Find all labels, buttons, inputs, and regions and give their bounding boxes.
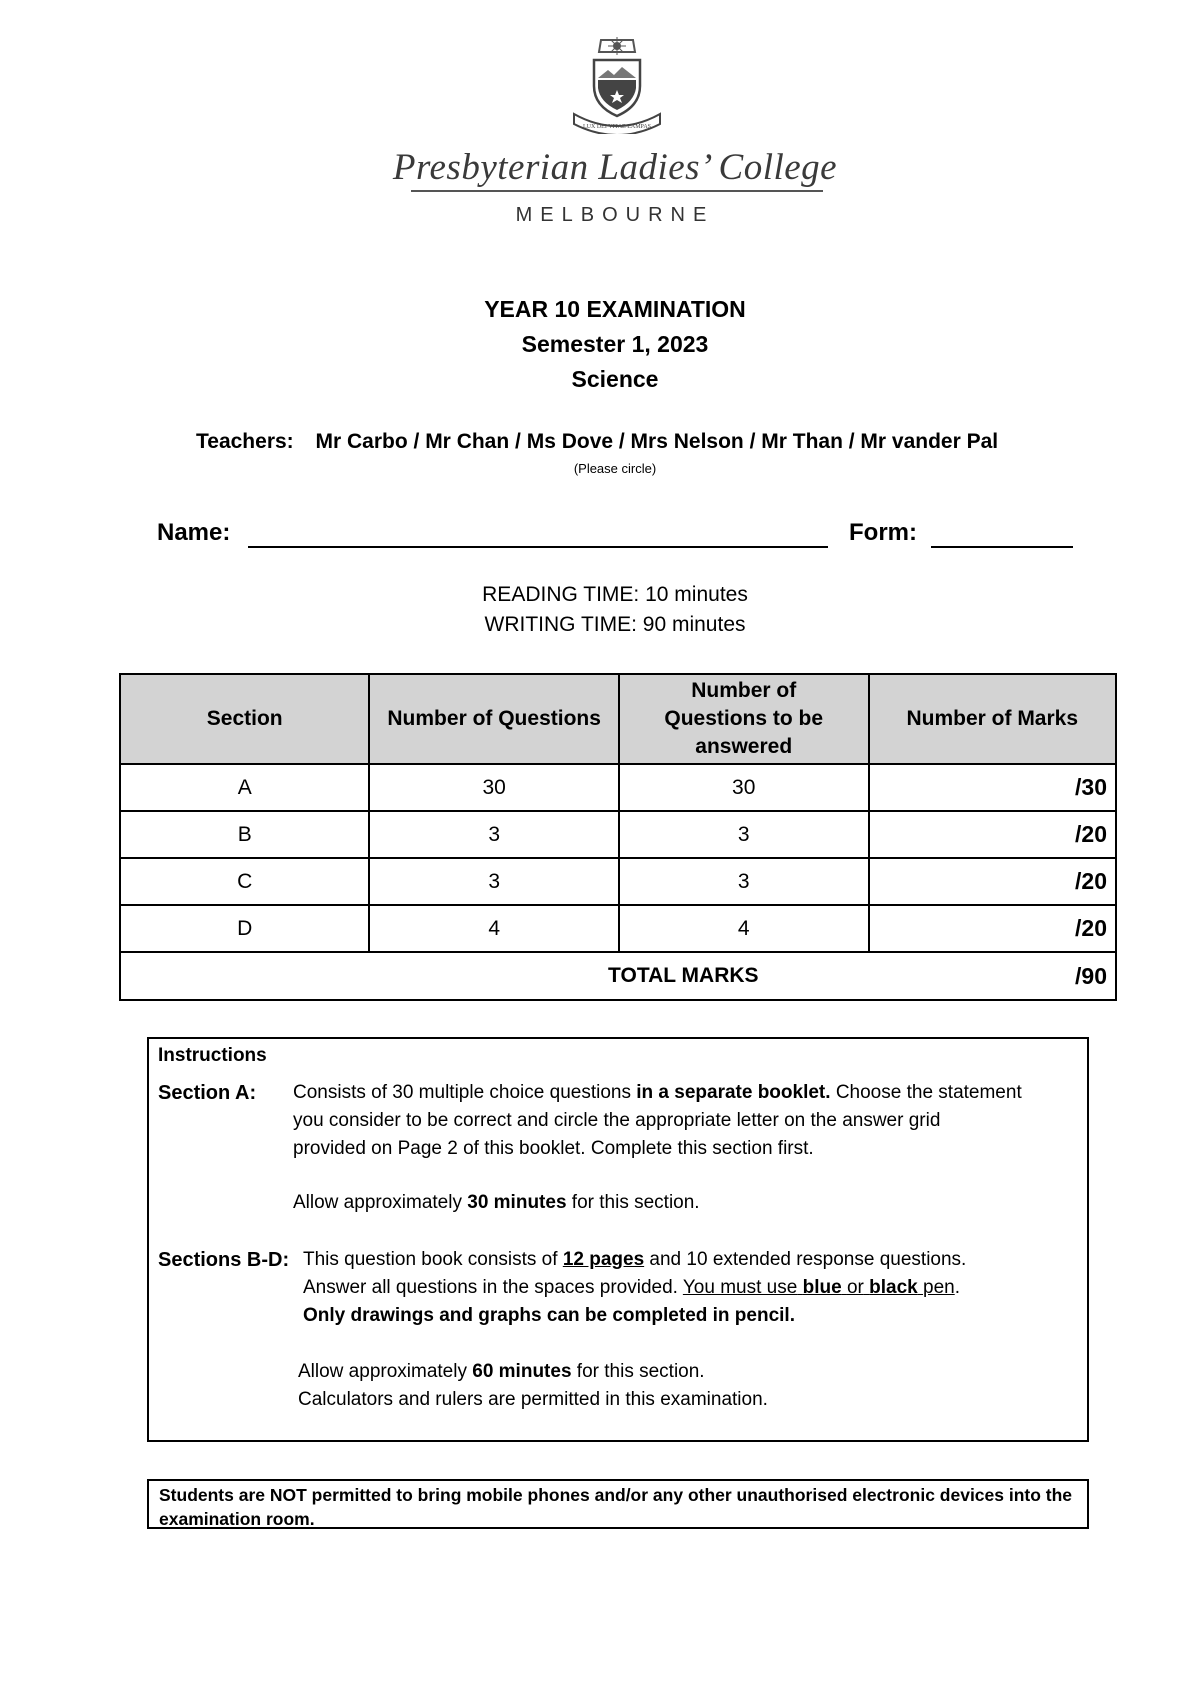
exam-subject: Science bbox=[571, 366, 659, 392]
form-label: Form: bbox=[849, 519, 917, 546]
table-row bbox=[120, 811, 1116, 858]
answered-cell: 4 bbox=[619, 905, 869, 952]
answered-cell: 30 bbox=[619, 764, 869, 811]
questions-cell: 3 bbox=[369, 858, 619, 905]
section-a-line-3: provided on Page 2 of this booklet. Complete this section first. bbox=[293, 1138, 814, 1159]
table-header: Number of Questions to be answered bbox=[619, 674, 869, 764]
section-bd-line-3: Only drawings and graphs can be completed in pencil. bbox=[303, 1305, 795, 1326]
section-a-allow: Allow approximately 30 minutes for this section. bbox=[293, 1192, 700, 1213]
circle-note: (Please circle) bbox=[573, 461, 657, 476]
table-header: Number of Questions bbox=[369, 674, 619, 764]
teachers-label: Teachers: bbox=[196, 430, 294, 453]
marks-cell: /20 bbox=[869, 858, 1116, 905]
answered-cell: 3 bbox=[619, 811, 869, 858]
section-cell: A bbox=[120, 764, 369, 811]
section-a-label: Section A: bbox=[158, 1082, 257, 1104]
table-header: Section bbox=[120, 674, 369, 764]
section-cell: D bbox=[120, 905, 369, 952]
table-row bbox=[120, 764, 1116, 811]
total-label: TOTAL MARKS bbox=[120, 952, 869, 1000]
header-divider bbox=[411, 190, 823, 192]
devices-notice bbox=[147, 1479, 1089, 1529]
section-bd-line-2: Answer all questions in the spaces provided. You must use blue or black pen. bbox=[303, 1277, 960, 1298]
total-row bbox=[120, 952, 1116, 1000]
section-bd-line-1: This question book consists of 12 pages and 10 extended response questions. bbox=[303, 1249, 967, 1270]
notice-line-2: examination room. bbox=[159, 1509, 315, 1529]
instructions-heading: Instructions bbox=[158, 1045, 267, 1066]
marks-cell: /30 bbox=[869, 764, 1116, 811]
table-row bbox=[120, 858, 1116, 905]
notice-line-1: Students are NOT permitted to bring mobile phones and/or any other unauthorised electronic devices into the bbox=[159, 1485, 1073, 1505]
answered-cell: 3 bbox=[619, 858, 869, 905]
exam-title: YEAR 10 EXAMINATION bbox=[484, 296, 746, 322]
name-label: Name: bbox=[157, 519, 231, 546]
section-cell: B bbox=[120, 811, 369, 858]
instructions-box bbox=[147, 1037, 1089, 1442]
name-field[interactable] bbox=[248, 546, 828, 548]
exam-times bbox=[0, 580, 1200, 640]
writing-time: WRITING TIME: 90 minutes bbox=[484, 613, 746, 636]
questions-cell: 4 bbox=[369, 905, 619, 952]
exam-semester: Semester 1, 2023 bbox=[521, 331, 709, 357]
exam-title-block bbox=[0, 292, 1200, 397]
section-cell: C bbox=[120, 858, 369, 905]
questions-cell: 3 bbox=[369, 811, 619, 858]
marks-cell: /20 bbox=[869, 905, 1116, 952]
form-field[interactable] bbox=[931, 546, 1073, 548]
college-city: MELBOURNE bbox=[515, 204, 715, 226]
calculators-note: Calculators and rulers are permitted in this examination. bbox=[298, 1389, 768, 1410]
section-a-line-2: you consider to be correct and circle the appropriate letter on the answer grid bbox=[293, 1110, 941, 1131]
crest-motto: LUX DEI VITAE LAMPAS bbox=[582, 124, 652, 130]
table-header: Number of Marks bbox=[869, 674, 1116, 764]
marks-table bbox=[119, 673, 1117, 1001]
teachers-line bbox=[196, 430, 998, 454]
reading-time: READING TIME: 10 minutes bbox=[482, 583, 748, 606]
teacher-names[interactable]: Mr Carbo / Mr Chan / Ms Dove / Mrs Nelson / Mr Than / Mr vander Pal bbox=[315, 430, 999, 453]
marks-cell: /20 bbox=[869, 811, 1116, 858]
table-row bbox=[120, 905, 1116, 952]
section-bd-label: Sections B-D: bbox=[158, 1249, 290, 1271]
college-name: Presbyterian Ladies’ College bbox=[392, 147, 838, 188]
college-crest-logo bbox=[568, 34, 666, 134]
section-bd-allow: Allow approximately 60 minutes for this section. bbox=[298, 1361, 705, 1382]
total-marks: /90 bbox=[869, 952, 1116, 1000]
table-header-row bbox=[120, 674, 1116, 764]
section-a-line-1: Consists of 30 multiple choice questions in a separate booklet. Choose the statement bbox=[293, 1082, 1022, 1103]
questions-cell: 30 bbox=[369, 764, 619, 811]
